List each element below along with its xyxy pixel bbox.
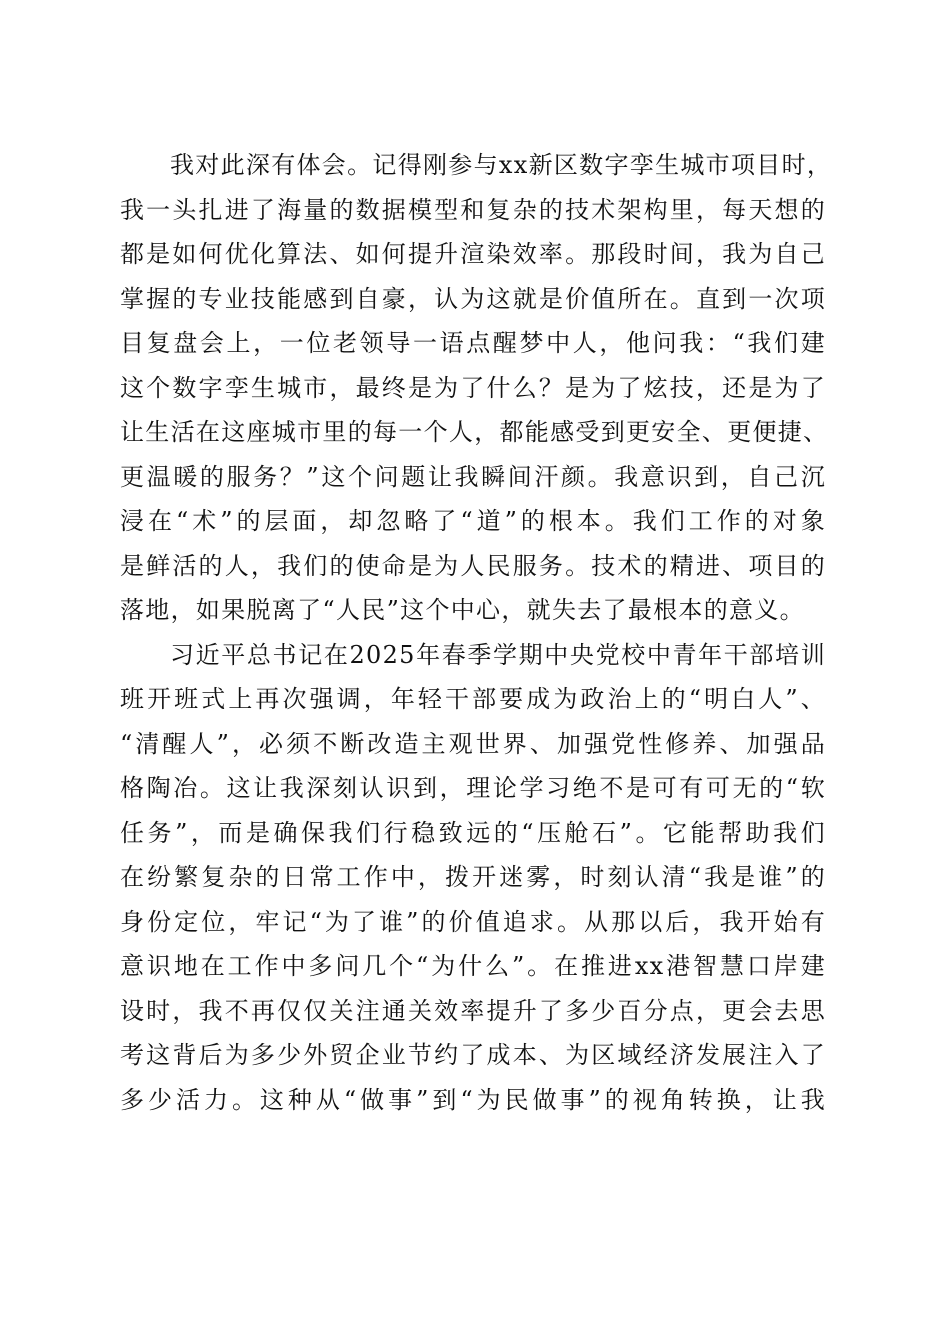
text-line: 考这背后为多少外贸企业节约了成本、为区域经济发展注入了 [120, 1041, 826, 1069]
text-line: “清醒人”，必须不断改造主观世界、加强党性修养、加强品 [120, 729, 826, 758]
paragraph-1 [120, 143, 833, 633]
text-line: 目复盘会上，一位老领导一语点醒梦中人，他问我：“我们建 [120, 329, 826, 357]
text-line: 我对此深有体会。记得刚参与xx新区数字孪生城市项目时， [170, 151, 833, 179]
text-line: 意识地在工作中多问几个“为什么”。在推进xx港智慧口岸建 [120, 952, 826, 980]
text-line: 浸在“术”的层面，却忽略了“道”的根本。我们工作的对象 [120, 507, 826, 535]
text-line: 在纷繁复杂的日常工作中，拨开迷雾，时刻认清“我是谁”的 [120, 863, 826, 891]
text-line: 我一头扎进了海量的数据模型和复杂的技术架构里，每天想的 [120, 195, 826, 224]
text-line: 身份定位，牢记“为了谁”的价值追求。从那以后，我开始有 [120, 907, 826, 936]
text-line: 多少活力。这种从“做事”到“为民做事”的视角转换，让我 [120, 1085, 826, 1114]
text-line: 更温暖的服务？”这个问题让我瞬间汗颜。我意识到，自己沉 [120, 462, 826, 491]
text-line: 落地，如果脱离了“人民”这个中心，就失去了最根本的意义。 [120, 596, 805, 624]
text-line: 习近平总书记在2025年春季学期中央党校中青年干部培训 [170, 640, 826, 669]
text-line: 班开班式上再次强调，年轻干部要成为政治上的“明白人”、 [120, 685, 826, 713]
paragraph-2 [120, 633, 826, 1123]
text-line: 格陶冶。这让我深刻认识到，理论学习绝不是可有可无的“软 [120, 774, 826, 802]
text-line: 是鲜活的人，我们的使命是为人民服务。技术的精进、项目的 [120, 551, 826, 580]
text-line: 任务”，而是确保我们行稳致远的“压舱石”。它能帮助我们 [120, 818, 826, 847]
text-line: 都是如何优化算法、如何提升渲染效率。那段时间，我为自己 [120, 240, 826, 268]
text-line: 让生活在这座城市里的每一个人，都能感受到更安全、更便捷、 [120, 418, 829, 446]
text-line: 这个数字孪生城市，最终是为了什么？是为了炫技，还是为了 [120, 373, 826, 402]
text-line: 掌握的专业技能感到自豪，认为这就是价值所在。直到一次项 [120, 284, 826, 313]
text-line: 设时，我不再仅仅关注通关效率提升了多少百分点，更会去思 [120, 996, 826, 1025]
document-body [120, 143, 833, 1122]
